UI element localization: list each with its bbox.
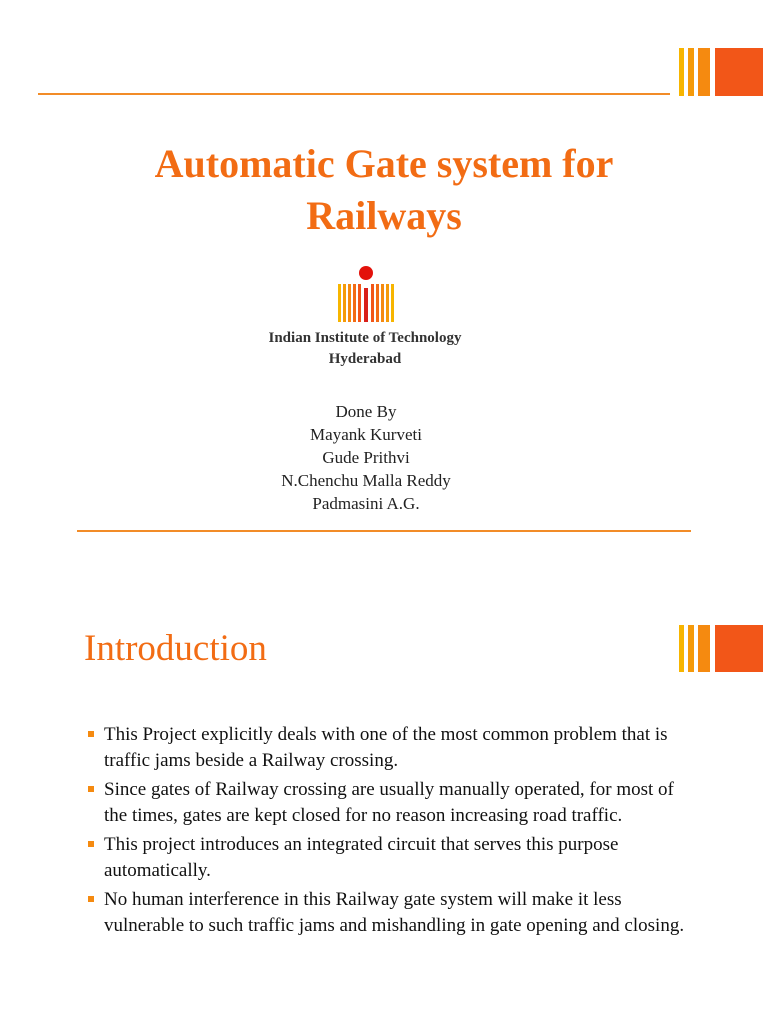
credits-block bbox=[0, 400, 732, 515]
list-item bbox=[86, 887, 696, 939]
list-item bbox=[86, 832, 696, 884]
bullet-text: This project introduces an integrated circuit that serves this purpose automatically. bbox=[104, 834, 619, 881]
institute-name bbox=[0, 328, 730, 370]
title-line-1: Automatic Gate system for bbox=[154, 141, 614, 186]
institute-line-2: Hyderabad bbox=[328, 351, 402, 367]
bullet-list bbox=[86, 722, 696, 942]
slide-heading: Introduction bbox=[84, 628, 267, 669]
bottom-divider bbox=[77, 530, 691, 532]
list-item bbox=[86, 722, 696, 774]
bullet-square-icon bbox=[88, 896, 94, 902]
member-name: N.Chenchu Malla Reddy bbox=[281, 471, 451, 490]
bullet-text: No human interference in this Railway gate system will make it less vulnerable to such traffic jams and mishandling in gate opening and closing. bbox=[104, 889, 685, 936]
list-item bbox=[86, 777, 696, 829]
slide-title bbox=[0, 138, 768, 242]
institute-line-1: Indian Institute of Technology bbox=[268, 330, 462, 346]
member-name: Padmasini A.G. bbox=[312, 494, 420, 513]
credits-label: Done By bbox=[335, 402, 397, 421]
title-line-2: Railways bbox=[306, 193, 462, 238]
member-name: Gude Prithvi bbox=[322, 448, 410, 467]
bullet-square-icon bbox=[88, 731, 94, 737]
top-divider bbox=[38, 93, 670, 95]
institute-logo-icon bbox=[335, 264, 399, 324]
introduction-slide bbox=[0, 560, 768, 1024]
corner-bars-decoration bbox=[679, 48, 763, 96]
member-name: Mayank Kurveti bbox=[310, 425, 422, 444]
bullet-text: This Project explicitly deals with one of the most common problem that is traffic jams beside a Railway crossing. bbox=[104, 724, 668, 771]
bullet-square-icon bbox=[88, 786, 94, 792]
bullet-square-icon bbox=[88, 841, 94, 847]
corner-bars-decoration bbox=[679, 625, 763, 672]
bullet-text: Since gates of Railway crossing are usually manually operated, for most of the times, gates are kept closed for no reason increasing road traffic. bbox=[104, 779, 674, 826]
